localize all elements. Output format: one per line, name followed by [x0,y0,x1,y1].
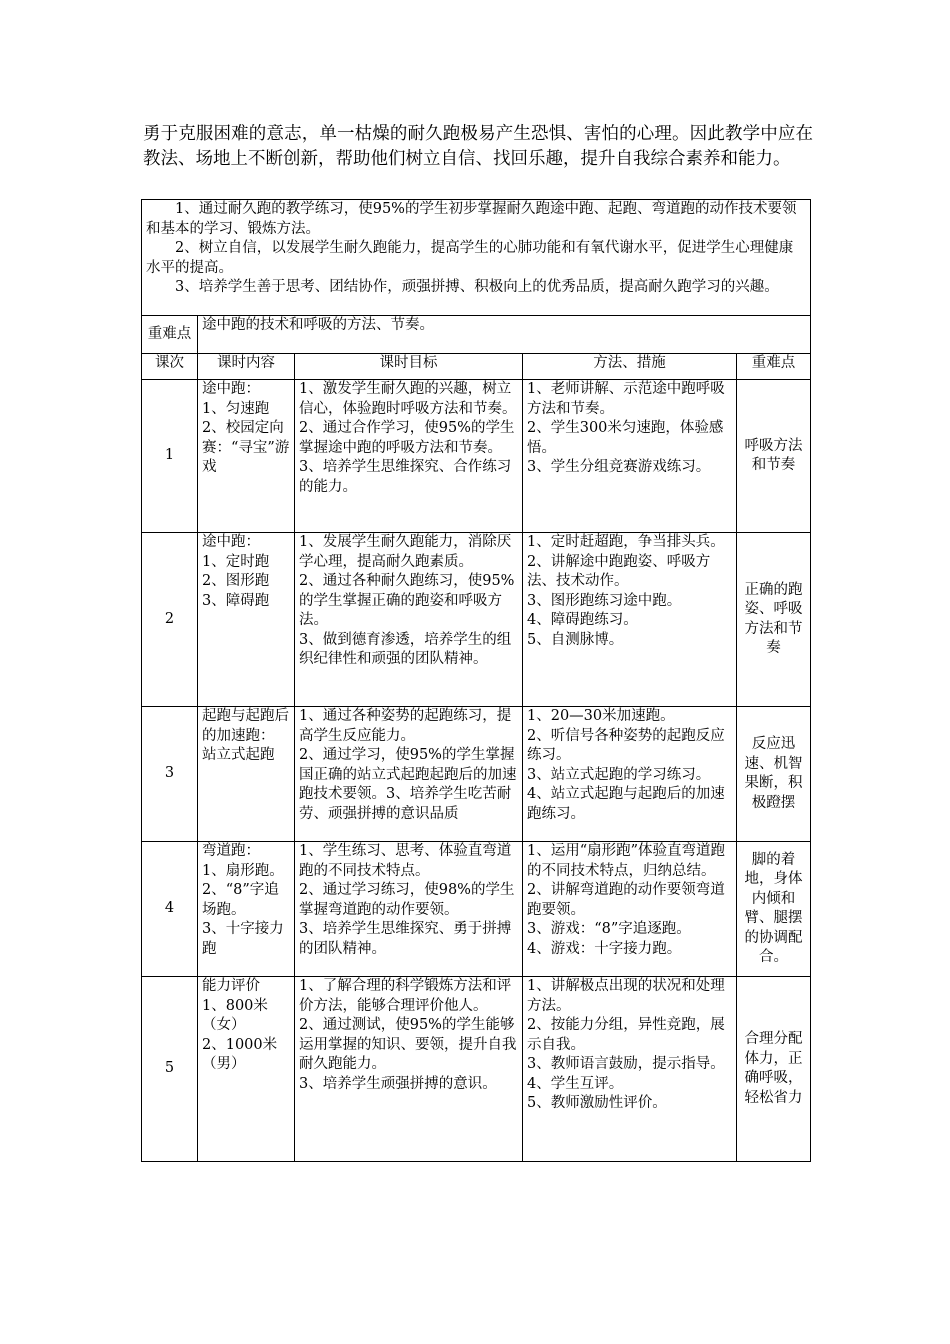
table-row [142,533,811,707]
header-cell: 重难点 [737,354,811,380]
intro-paragraph [143,122,813,172]
lesson-focus: 呼吸方法和节奏 [737,380,811,533]
lesson-content: 能力评价 1、800米（女） 2、1000米（男） [198,977,295,1162]
lesson-focus: 合理分配体力，正确呼吸，轻松省力 [737,977,811,1162]
table-row [142,842,811,977]
lesson-method: 1、运用“扇形跑”体验直弯道跑的不同技术特点，归纳总结。 2、讲解弯道跑的动作要领弯道跑要领。 3、游戏：“8”字追逐跑。 4、游戏：十字接力跑。 [523,842,737,977]
lesson-content: 途中跑： 1、定时跑 2、图形跑 3、障碍跑 [198,533,295,707]
lesson-method: 1、20—30米加速跑。 2、听信号各种姿势的起跑反应练习。 3、站立式起跑的学习练习。 4、站立式起跑与起跑后的加速跑练习。 [523,707,737,842]
lesson-plan-table [141,199,811,1162]
lesson-content: 途中跑： 1、匀速跑 2、校园定向赛：“寻宝”游戏 [198,380,295,533]
header-cell: 方法、措施 [523,354,737,380]
lesson-goal: 1、学生练习、思考、体验直弯道跑的不同技术特点。 2、通过学习练习，使98%的学生掌握弯道跑的动作要领。 3、培养学生思维探究、勇于拼搏的团队精神。 [295,842,523,977]
lesson-goal: 1、通过各种姿势的起跑练习，提高学生反应能力。 2、通过学习，使95%的学生掌握国正确的站立式起跑起跑后的加速跑技术要领。3、培养学生吃苦耐劳、顽强拼搏的意识品质 [295,707,523,842]
header-cell: 课时内容 [198,354,295,380]
key-points-label: 重难点 [142,316,198,354]
lesson-number: 5 [142,977,198,1162]
lesson-number: 3 [142,707,198,842]
lesson-goal: 1、了解合理的科学锻炼方法和评价方法，能够合理评价他人。 2、通过测试，使95%的学生能够运用掌握的知识、要领，提升自我耐久跑能力。 3、培养学生顽强拼搏的意识。 [295,977,523,1162]
key-points-row [142,316,811,354]
lesson-focus: 脚的着地，身体内倾和臂、腿摆的协调配合。 [737,842,811,977]
lesson-method: 1、老师讲解、示范途中跑呼吸方法和节奏。 2、学生300米匀速跑，体验感悟。 3、学生分组竞赛游戏练习。 [523,380,737,533]
lesson-content: 弯道跑： 1、扇形跑。 2、“8”字追场跑。 3、十字接力跑 [198,842,295,977]
goal-item: 3、培养学生善于思考、团结协作，顽强拼搏、积极向上的优秀品质，提高耐久跑学习的兴趣。 [175,279,779,295]
header-cell: 课次 [142,354,198,380]
table-row [142,380,811,533]
table-header-row [142,354,811,380]
lesson-number: 1 [142,380,198,533]
lesson-method: 1、定时赶超跑，争当排头兵。 2、讲解途中跑跑姿、呼吸方法、技术动作。 3、图形跑练习途中跑。 4、障碍跑练习。 5、自测脉博。 [523,533,737,707]
goal-item: 1、通过耐久跑的教学练习，使95%的学生初步掌握耐久跑途中跑、起跑、弯道跑的动作技术要领和基本的学习、锻炼方法。 [146,201,797,237]
lesson-number: 4 [142,842,198,977]
header-cell: 课时目标 [295,354,523,380]
table-row [142,707,811,842]
lesson-method: 1、讲解极点出现的状况和处理方法。 2、按能力分组，异性竞跑，展示自我。 3、教师语言鼓励，提示指导。 4、学生互评。 5、教师激励性评价。 [523,977,737,1162]
goal-item: 2、树立自信，以发展学生耐久跑能力，提高学生的心肺功能和有氧代谢水平，促进学生心理健康水平的提高。 [146,240,794,276]
key-points-value: 途中跑的技术和呼吸的方法、节奏。 [198,316,811,354]
lesson-content: 起跑与起跑后的加速跑： 站立式起跑 [198,707,295,842]
lesson-focus: 正确的跑姿、呼吸方法和节奏 [737,533,811,707]
teaching-goals [142,200,811,316]
lesson-goal: 1、发展学生耐久跑能力，消除厌学心理，提高耐久跑素质。 2、通过各种耐久跑练习，使95%的学生掌握正确的跑姿和呼吸方法。 3、做到德育渗透，培养学生的组织纪律性和顽强的团队精神。 [295,533,523,707]
lesson-focus: 反应迅速、机智果断，积极蹬摆 [737,707,811,842]
table-row [142,977,811,1162]
lesson-number: 2 [142,533,198,707]
goals-row [142,200,811,316]
intro-text: 勇于克服困难的意志，单一枯燥的耐久跑极易产生恐惧、害怕的心理。因此教学中应在教法、场地上不断创新，帮助他们树立自信、找回乐趣，提升自我综合素养和能力。 [143,124,813,169]
lesson-goal: 1、激发学生耐久跑的兴趣，树立信心，体验跑时呼吸方法和节奏。 2、通过合作学习，使95%的学生掌握途中跑的呼吸方法和节奏。 3、培养学生思维探究、合作练习的能力。 [295,380,523,533]
